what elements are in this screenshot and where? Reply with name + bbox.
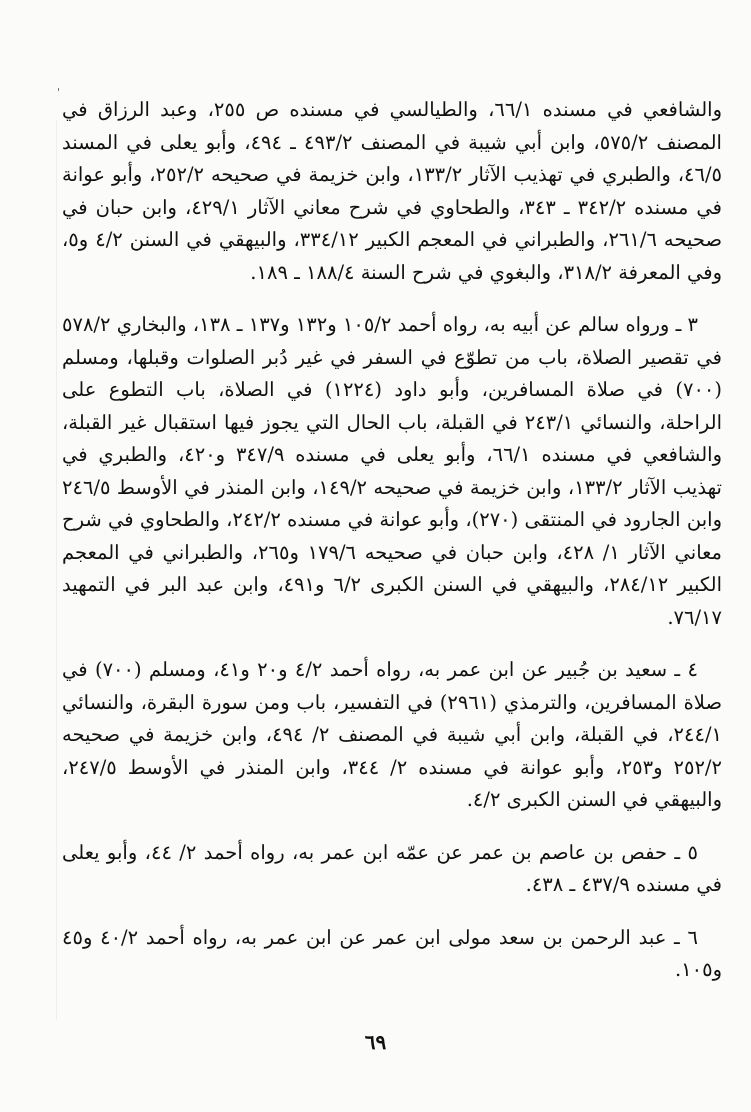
paragraph-item-4: ٤ ـ سعيد بن جُبير عن ابن عمر به، رواه أحمد ٤/٢ و٢٠ و٤١، ومسلم (٧٠٠) في صلاة المسافرين، والترمذي (٢٩٦١) في التفسير، باب ومن سورة البقرة، والنسائي ٢٤٤/١، في القبلة، وابن أبي شيبة في المصنف ٢/ ٤٩٤، وابن خزيمة في صحيحه ٢٥٢/٢ و٢٥٣، وأبو عوانة في مسنده ٢/ ٣٤٤، وابن المنذر في الأوسط ٢٤٧/٥، والبيهقي في السنن الكبرى ٤/٢. xyxy=(62,658,723,811)
scan-mark xyxy=(58,88,59,91)
page-body xyxy=(62,94,722,1007)
paragraph-continuation: والشافعي في مسنده ٦٦/١، والطيالسي في مسنده ص ٢٥٥، وعبد الرزاق في المصنف ٥٧٥/٢، وابن أبي شيبة في المصنف ٤٩٣/٢ ـ ٤٩٤، وأبو يعلى في المسند ٤٦/٥، والطبري في تهذيب الآثار ١٣٣/٢، وابن خزيمة في صحيحه ٢٥٢/٢، وأبو عوانة في مسنده ٣٤٢/٢ ـ ٣٤٣، والطحاوي في شرح معاني الآثار ٤٢٩/١، وابن حبان في صحيحه ٢٦١/٦، والطبراني في المعجم الكبير ٣٣٤/١٢، والبيهقي في السنن ٤/٢ و٥، وفي المعرفة ٣١٨/٢، والبغوي في شرح السنة ١٨٨/٤ ـ ١٨٩. xyxy=(62,98,723,284)
paragraph-item-3: ٣ ـ ورواه سالم عن أبيه به، رواه أحمد ١٠٥/٢ و١٣٢ و١٣٧ ـ ١٣٨، والبخاري ٥٧٨/٢ في تقصير الصلاة، باب من تطوّع في السفر في غير دُبر الصلوات وقبلها، ومسلم (٧٠٠) في صلاة المسافرين، وأبو داود (١٢٢٤) في الصلاة، باب التطوع على الراحلة، والنسائي ٢٤٣/١ في القبلة، باب الحال التي يجوز فيها استقبال غير القبلة، والشافعي في مسنده ٦٦/١، وأبو يعلى في مسنده ٣٤٧/٩ و٤٢٠، والطبري في تهذيب الآثار ١٣٣/٢، وابن خزيمة في صحيحه ١٤٩/٢، وابن المنذر في الأوسط ٢٤٦/٥ وابن الجارود في المنتقى (٢٧٠)، وأبو عوانة في مسنده ٢٤٢/٢، والطحاوي في شرح معاني الآثار ١/ ٤٢٨، وابن حبان في صحيحه ١٧٩/٦ و٢٦٥، والطبراني في المعجم الكبير ٢٨٤/١٢، والبيهقي في السنن الكبرى ٦/٢ و٤٩١، وابن عبد البر في التمهيد ٧٦/١٧. xyxy=(62,313,723,629)
paragraph-item-5: ٥ ـ حفص بن عاصم بن عمر عن عمّه ابن عمر به، رواه أحمد ٢/ ٤٤، وأبو يعلى في مسنده ٤٣٧/٩ ـ ٤٣٨. xyxy=(62,840,722,896)
page-gutter-shadow xyxy=(56,120,57,1020)
page-number: ٦٩ xyxy=(364,1030,387,1054)
paragraph-item-6: ٦ ـ عبد الرحمن بن سعد مولى ابن عمر عن ابن عمر به، رواه أحمد ٤٠/٢ و٤٥ و١٠٥. xyxy=(62,925,722,981)
